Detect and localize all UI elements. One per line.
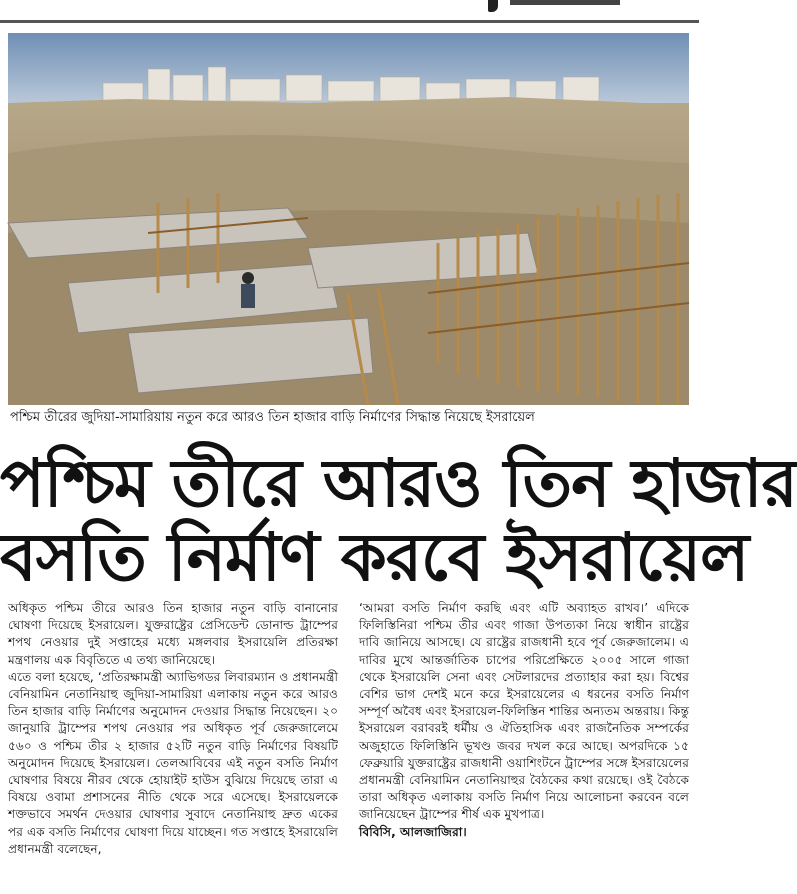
article-column-left — [8, 600, 338, 858]
article-source: বিবিসি, আলজাজিরা। — [359, 824, 467, 839]
masthead-fragment-bar — [510, 0, 620, 5]
article-paragraph: এতে বলা হয়েছে, ‘প্রতিরক্ষামন্ত্রী অ্যাভিগডর লিবারম্যান ও প্রধানমন্ত্রী বেনিয়ামিন নেতানিয়াহু জুদিয়া-সামারিয়া এলাকায় নতুন করে আরও তিন হাজার বাড়ি নির্মাণের অনুমোদন দেওয়ার সিদ্ধান্ত নিয়েছেন। ২০ জানুয়ারি ট্রাম্পের শপথ নেওয়ার পর অধিকৃত পূর্ব জেরুজালেমে ৫৬০ ও পশ্চিম তীর ২ হাজার ৫২টি নতুন বাড়ি নির্মাণের বিষয়টি অনুমোদন দিয়েছে ইসরায়েল। তেলআবিবের এই নতুন বসতি নির্মাণ ঘোষণার বিষয়ে নীরব থেকে হোয়াইট হাউস বুঝিয়ে দিয়েছে তারা এ বিষয়ে ওবামা প্রশাসনের নীতি থেকে সরে এসেছে। ইসরায়েলকে শক্তভাবে সমর্থন দেওয়ার ঘোষণার সুবাদে নেতানিয়াহু দ্রুত একের পর এক বসতি নির্মাণের ঘোষণা দিয়ে যাচ্ছেন। গত সপ্তাহে ইসরায়েলি প্রধানমন্ত্রী বলেছেন, — [8, 669, 338, 856]
article-body — [8, 600, 691, 890]
article-paragraph: অধিকৃত পশ্চিম তীরে আরও তিন হাজার নতুন বাড়ি বানানোর ঘোষণা দিয়েছে ইসরায়েল। যুক্তরাষ্ট্রের প্রেসিডেন্ট ডোনাল্ড ট্রাম্পের শপথ নেওয়ার দুই সপ্তাহের মধ্যে মঙ্গলবার ইসরায়েলি প্রতিরক্ষা মন্ত্রণালয় এক বিবৃতিতে এ তথ্য জানিয়েছে। — [8, 601, 338, 667]
masthead-fragment — [488, 0, 498, 12]
headline-line-1: পশ্চিম তীরে আরও তিন হাজার — [0, 445, 797, 522]
top-rule — [0, 20, 699, 23]
article-column-right — [359, 600, 689, 841]
photo-drawing — [8, 33, 689, 405]
headline — [0, 445, 797, 596]
construction-site-photo — [8, 33, 689, 405]
article-paragraph: ‘আমরা বসতি নির্মাণ করছি এবং এটি অব্যাহত রাখব।’ এদিকে ফিলিস্তিনিরা পশ্চিম তীর এবং গাজা উপত্যকা নিয়ে স্বাধীন রাষ্ট্রের দাবি জানিয়ে আসছে। যে রাষ্ট্রের রাজধানী হবে পূর্ব জেরুজালেম। এ দাবির মুখে আন্তর্জাতিক চাপের পরিপ্রেক্ষিতে ২০০৫ সালে গাজা থেকে ইসরায়েলি সেনা এবং সেটলারদের প্রত্যাহার করা হয়। বিশ্বের বেশির ভাগ দেশই মনে করে ইসরায়েলের এ ধরনের বসতি নির্মাণ সম্পূর্ণ অবৈধ এবং ইসরায়েল-ফিলিস্তিন শান্তির অন্যতম অন্তরায়। কিন্তু ইসরায়েল বরাবরই ধর্মীয় ও ঐতিহাসিক এবং রাজনৈতিক সম্পর্কের অজুহাতে ফিলিস্তিনি ভূখণ্ড জবর দখল করে আছে। অপরদিকে ১৫ ফেব্রুয়ারি যুক্তরাষ্ট্রের রাজধানী ওয়াশিংটনে ট্রাম্পের সঙ্গে ইসরায়েলের প্রধানমন্ত্রী বেনিয়ামিন নেতানিয়াহুর বৈঠকের কথা রয়েছে। ওই বৈঠকে তারা অধিকৃত এলাকায় বসতি নির্মাণ নিয়ে আলোচনা করবেন বলে জানিয়েছেন ট্রাম্পের শীর্ষ এক মুখপাত্র। — [359, 601, 689, 822]
headline-line-2: বসতি নির্মাণ করবে ইসরায়েল — [0, 519, 749, 596]
photo-caption: পশ্চিম তীরের জুদিয়া-সামারিয়ায় নতুন করে আরও তিন হাজার বাড়ি নির্মাণের সিদ্ধান্ত নিয়েছে ইসরায়েল — [10, 410, 535, 425]
